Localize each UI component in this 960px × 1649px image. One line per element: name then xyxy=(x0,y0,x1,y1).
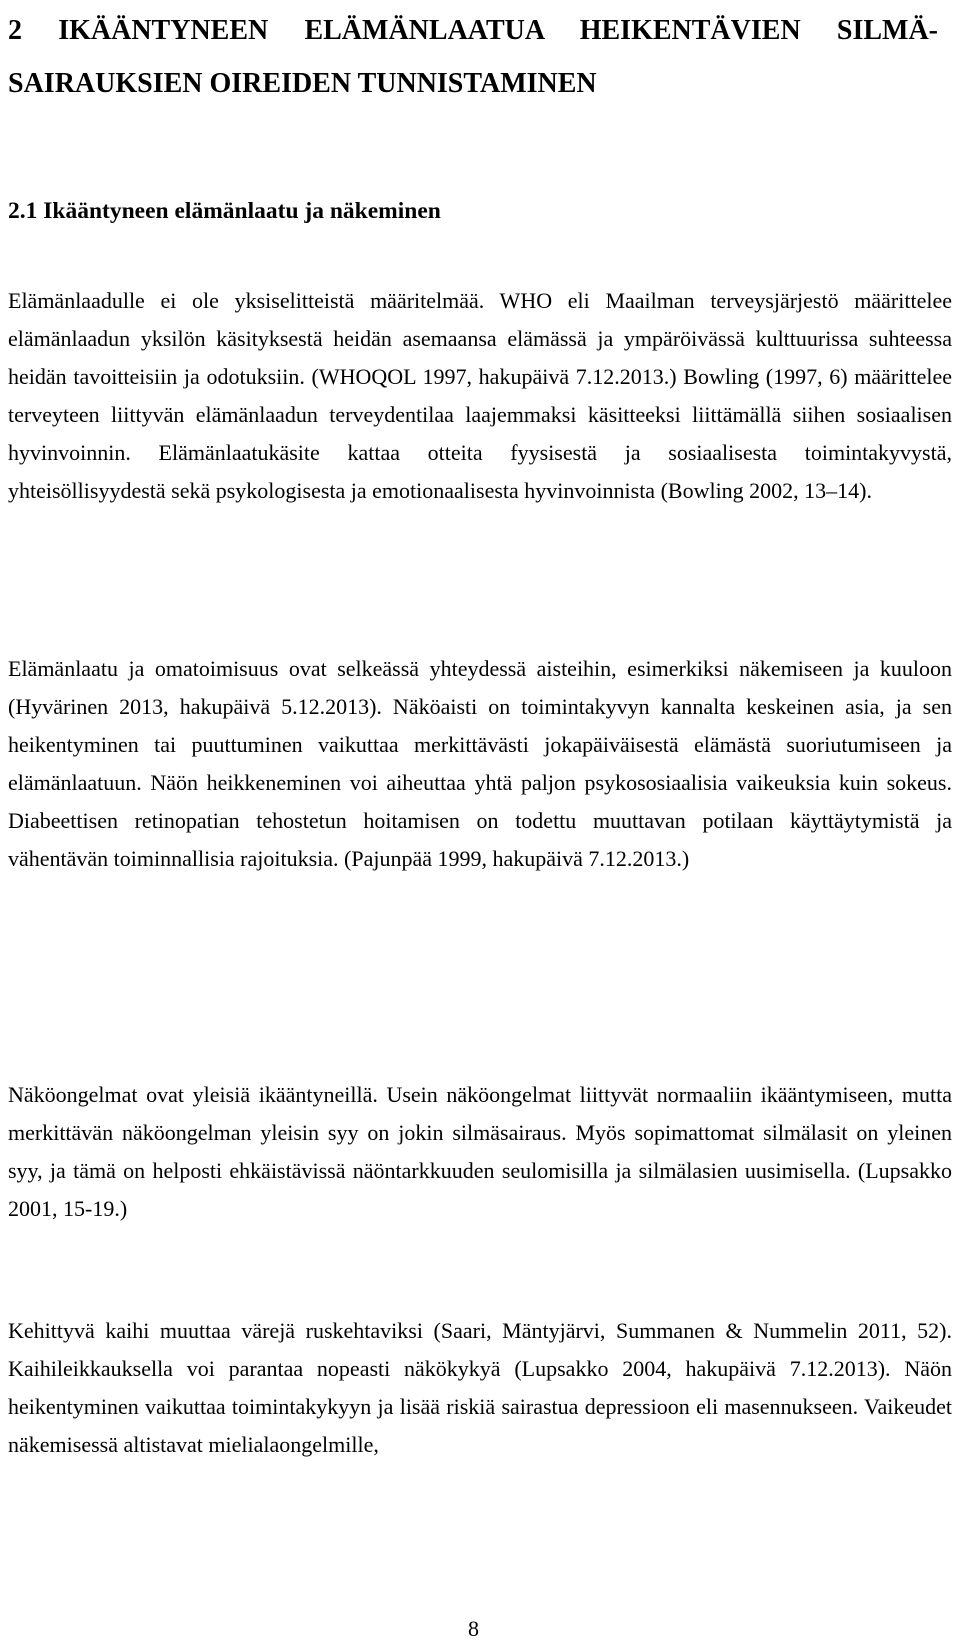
body-paragraph-3: Näköongelmat ovat yleisiä ikääntyneillä. Usein näköongelmat liittyvät normaaliin ikääntymiseen, mutta merkittävän näköongelman yleisin syy on jokin silmäsairaus. Myös sopimattomat silmälasit on yleinen syy, ja tämä on helposti ehkäistävissä näöntarkkuuden seulomisilla ja silmälasien uusimisella. (Lupsakko 2001, 15-19.) xyxy=(8,1082,952,1221)
chapter-heading: 2 IKÄÄNTYNEEN ELÄMÄNLAATUA HEIKENTÄVIEN SILMÄSAIRAUKSIEN OIREIDEN TUNNISTAMINEN xyxy=(8,15,938,99)
page-number: 8 xyxy=(468,1616,479,1641)
body-paragraph-2: Elämänlaatu ja omatoimisuus ovat selkeässä yhteydessä aisteihin, esimerkiksi näkemiseen ja kuuloon (Hyvärinen 2013, hakupäivä 5.12.2013). Näköaisti on toimintakyvyn kannalta keskeinen asia, ja sen heikentyminen tai puuttuminen vaikuttaa merkittävästi jokapäiväisestä elämästä suoriutumiseen ja elämänlaatuun. Näön heikkeneminen voi aiheuttaa yhtä paljon psykososiaalisia vaikeuksia kuin sokeus. Diabeettisen retinopatian tehostetun hoitamisen on todettu muuttavan potilaan käyttäytymistä ja vähentävän toiminnallisia rajoituksia. (Pajunpää 1999, hakupäivä 7.12.2013.) xyxy=(8,656,952,871)
body-paragraph-4: Kehittyvä kaihi muuttaa värejä ruskehtaviksi (Saari, Mäntyjärvi, Summanen & Nummelin 2011, 52). Kaihileikkauksella voi parantaa nopeasti näkökykyä (Lupsakko 2004, hakupäivä 7.12.2013). Näön heikentyminen vaikuttaa toimintakykyyn ja lisää riskiä sairastua depressioon eli masennukseen. Vaikeudet näkemisessä altistavat mielialaongelmille, xyxy=(8,1318,952,1457)
section-heading: 2.1 Ikääntyneen elämänlaatu ja näkeminen xyxy=(8,198,441,224)
body-paragraph-1: Elämänlaadulle ei ole yksiselitteistä määritelmää. WHO eli Maailman terveysjärjestö määrittelee elämänlaadun yksilön käsityksestä heidän asemaansa elämässä ja ympäröivässä kulttuurissa suhteessa heidän tavoitteisiin ja odotuksiin. (WHOQOL 1997, hakupäivä 7.12.2013.) Bowling (1997, 6) määrittelee terveyteen liittyvän elämänlaadun terveydentilaa laajemmaksi käsitteeksi liittämällä siihen sosiaalisen hyvinvoinnin. Elämänlaatukäsite kattaa otteita fyysisestä ja sosiaalisesta toimintakyvystä, yhteisöllisyydestä sekä psykologisesta ja emotionaalisesta hyvinvoinnista (Bowling 2002, 13‒14). xyxy=(8,288,952,503)
